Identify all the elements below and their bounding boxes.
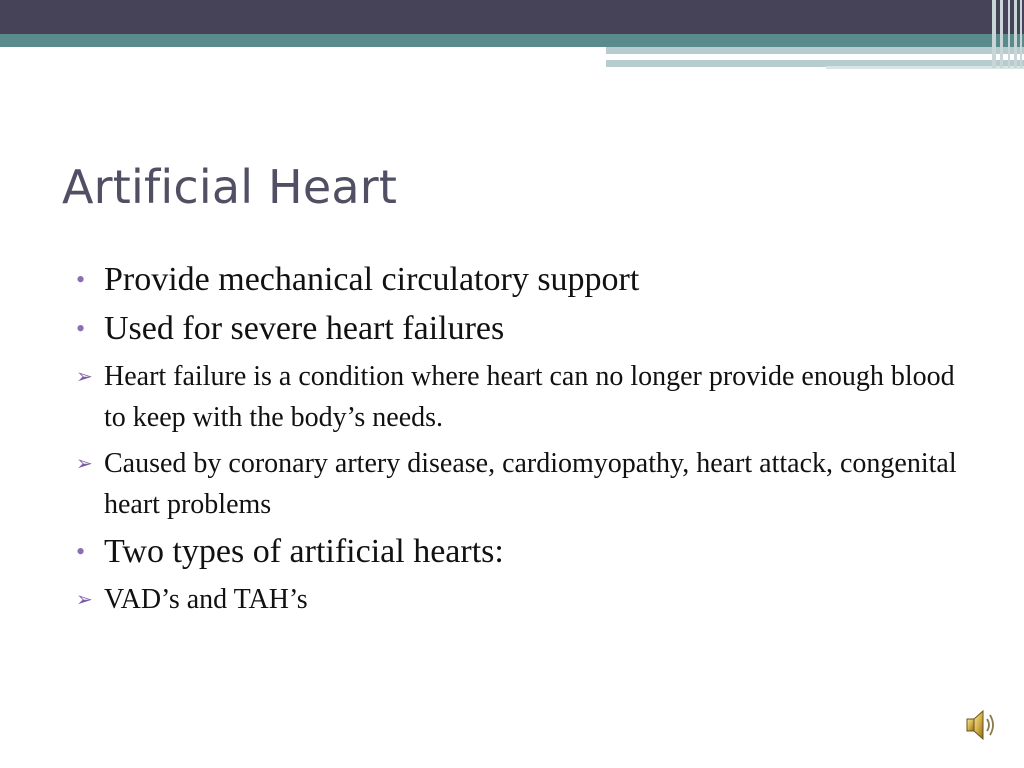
bullet-text: Used for severe heart failures xyxy=(104,310,505,347)
header-vertical-stripe xyxy=(1014,0,1017,68)
speaker-icon[interactable] xyxy=(964,706,998,744)
round-bullet-icon: • xyxy=(76,265,86,294)
header-vertical-stripe xyxy=(1008,0,1010,68)
header-accent-band xyxy=(0,34,1024,47)
header-vertical-stripe xyxy=(1000,0,1003,68)
header-accent-line xyxy=(606,47,1024,54)
bullet-text: Two types of artificial hearts: xyxy=(104,533,504,570)
bullet-item xyxy=(74,307,974,351)
bullet-text: Provide mechanical circulatory support xyxy=(104,261,640,298)
sub-bullet-item xyxy=(74,579,974,620)
sub-bullet-item xyxy=(74,443,974,525)
arrow-bullet-icon: ➢ xyxy=(76,366,93,388)
header-band xyxy=(0,0,1024,34)
header-vertical-stripe xyxy=(992,0,996,68)
bullet-item xyxy=(74,258,974,302)
round-bullet-icon: • xyxy=(76,314,86,343)
slide-title: Artificial Heart xyxy=(62,160,398,214)
arrow-bullet-icon: ➢ xyxy=(76,453,93,475)
sub-bullet-item xyxy=(74,356,974,438)
header-vertical-stripe xyxy=(1020,0,1022,68)
bullet-text: VAD’s and TAH’s xyxy=(104,584,308,615)
bullet-item xyxy=(74,530,974,574)
bullet-text: Heart failure is a condition where heart can no longer provide enough blood to keep with the body’s needs. xyxy=(104,361,955,433)
slide-content xyxy=(74,258,974,625)
round-bullet-icon: • xyxy=(76,537,86,566)
bullet-text: Caused by coronary artery disease, cardiomyopathy, heart attack, congenital heart problems xyxy=(104,448,957,520)
arrow-bullet-icon: ➢ xyxy=(76,589,93,611)
